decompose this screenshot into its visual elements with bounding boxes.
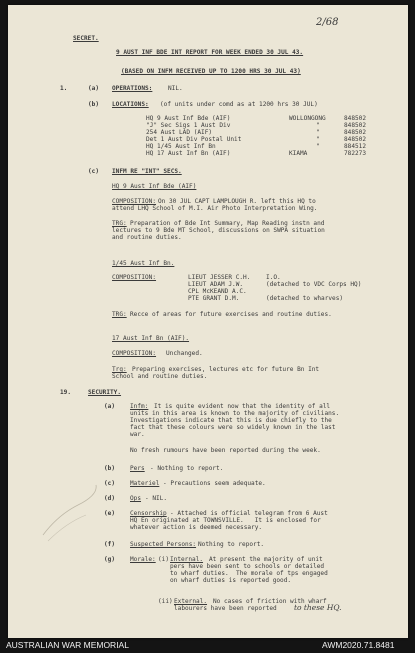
unit-ref: 782273 [344,150,367,157]
member-role: (detached to VDC Corps HQ) [266,281,362,288]
sec19-d-text: - NIL. [145,495,168,502]
sec19-a-line: units in this area is known to the majority of civilians. [130,410,340,417]
member-name: CPL McKEAND A.C. [188,288,247,295]
sec19-a-line: It is quite evident now that the identity of all [154,403,331,410]
sec19-e-label: (e) [104,510,116,517]
sec19-a-line: war. [130,431,145,438]
sec19-g-ii-label: (ii) [158,598,173,605]
sec19-g-i-label: (i) [158,556,170,563]
member-role: I.O. [266,274,281,281]
int-secs-heading: INFM RE "INT" SECS. [112,168,182,175]
unit-ref: 884512 [344,143,367,150]
sec19-a-title: Infm: [130,403,149,410]
bde-trg-line: and routine duties. [112,234,182,241]
item-c-label: (c) [88,168,100,175]
sec19-e-line: whatever action is deemed necessary. [130,524,263,531]
bde-composition-line: attend LHQ School of M.I. Air Photo Interpretation Wing. [112,205,318,212]
sec19-g-ii-line: labourers have been reported [174,605,277,612]
sec19-b-text: - Nothing to report. [150,465,224,472]
section-19-number: 19. [60,389,72,396]
report-subtitle: (BASED ON INFM RECEIVED UP TO 1200 HRS 30 JUL 43) [121,68,301,75]
sec19-g-title: Morale: [130,556,156,563]
item-a-label: (a) [88,85,100,92]
sec19-g-i-line: on wharf duties is reported good. [170,577,292,584]
bn17-trg-label: Trg: [112,366,127,373]
sec19-f-title: Suspected Persons: [130,541,197,548]
footer-left: AUSTRALIAN WAR MEMORIAL [6,640,129,650]
unit-place: " [316,122,320,129]
bn45-trg-label: TRG: [112,311,127,318]
item-b-label: (b) [88,101,100,108]
report-title: 9 AUST INF BDE INT REPORT FOR WEEK ENDED 30 JUL 43. [116,49,304,56]
bn45-trg-text: Recce of areas for future exercises and routine duties. [130,311,332,318]
sec19-g-i-line: At present the majority of unit [209,556,323,563]
bn45-heading: 1/45 Aust Inf Bn. [112,260,175,267]
unit-name: HQ 1/45 Aust Inf Bn [146,143,216,150]
sec19-a-line: fact that these colours were so widely known in the last [130,424,336,431]
bde-trg-line: lectures to 9 Bde MT School, discussions on SWPA situation [112,227,325,234]
unit-place: " [316,143,320,150]
member-name: LIEUT ADAM J.W. [188,281,244,288]
unit-ref: 848502 [344,115,367,122]
member-role: (detached to wharves) [266,295,344,302]
unit-ref: 848502 [344,136,367,143]
locations-heading: LOCATIONS: [112,101,149,108]
unit-place: " [316,129,320,136]
unit-name: "J" Sec Sigs 1 Aust Div [146,122,231,129]
sec19-g-ii-title: External. [174,598,208,605]
sec19-a-line: No fresh rumours have been reported during the week. [130,447,321,454]
sec19-g-label: (g) [104,556,116,563]
sec19-g-ii-line: No cases of friction with wharf [213,598,327,605]
section-1-number: 1. [60,85,68,92]
bn17-trg-line: Preparing exercises, lectures etc for future Bn Int [132,366,320,373]
bn45-composition-label: COMPOSITION: [112,274,157,281]
unit-place: WOLLONGONG [289,115,326,122]
bn17-trg-line: School and routine duties. [112,373,208,380]
bde-composition-label: COMPOSITION: [112,198,157,205]
operations-value: NIL. [168,85,183,92]
unit-name: 254 Aust LAD (AIF) [146,129,213,136]
sec19-f-text: Nothing to report. [198,541,265,548]
sec19-g-i-line: to wharf duties. The morale of tps engaged [170,570,328,577]
sec19-c-label: (c) [104,480,116,487]
unit-name: HQ 17 Aust Inf Bn (AIF) [146,150,231,157]
sec19-g-i-line: pers have been sent to schools or detailed [170,563,325,570]
unit-name: HQ 9 Aust Inf Bde (AIF) [146,115,231,122]
handwritten-annotation: to these HQ. [294,603,342,612]
sec19-e-title: Censorship [130,510,167,517]
document-page [8,5,408,638]
bn17-composition-text: Unchanged. [166,350,203,357]
sec19-a-label: (a) [104,403,116,410]
bde-trg-line: Preparation of Bde Int Summary, Map Reading instn and [130,220,325,227]
bde-heading: HQ 9 Aust Inf Bde (AIF) [112,183,197,190]
sec19-b-label: (b) [104,465,116,472]
sec19-e-line: HQ En originated at TOWNSVILLE. It is enclosed for [130,517,321,524]
sec19-e-line: - Attached is official telegram from 6 Aust [170,510,328,517]
unit-name: Det 1 Aust Div Postal Unit [146,136,242,143]
bde-composition-line: On 30 JUL CAPT LAMPLOUGH R. left this HQ to [158,198,316,205]
sec19-c-text: - Precautions seem adequate. [163,480,266,487]
bn17-composition-label: COMPOSITION: [112,350,157,357]
classification: SECRET. [73,35,99,42]
unit-ref: 848502 [344,122,367,129]
sec19-d-title: Ops [130,495,142,502]
bn17-heading: 17 Aust Inf Bn (AIF). [112,335,190,342]
page-reference: 2/68 [316,17,339,28]
sec19-b-title: Pers [130,465,145,472]
unit-place: KIAMA [289,150,308,157]
sec19-f-label: (f) [104,541,116,548]
sec19-c-title: Materiel [130,480,160,487]
unit-ref: 848502 [344,129,367,136]
sec19-g-i-title: Internal. [170,556,204,563]
member-name: PTE GRANT D.M. [188,295,240,302]
sec19-a-line: Investigations indicate that this is due chiefly to the [130,417,332,424]
security-heading: SECURITY. [88,389,122,396]
locations-note: (of units under comd as at 1200 hrs 30 JUL) [160,101,318,108]
member-name: LIEUT JESSER C.H. [188,274,251,281]
footer-right: AWM2020.71.8481 [322,640,395,650]
operations-heading: OPERATIONS: [112,85,153,92]
margin-scribble [38,475,98,545]
bde-trg-label: TRG: [112,220,127,227]
sec19-d-label: (d) [104,495,116,502]
unit-place: " [316,136,320,143]
